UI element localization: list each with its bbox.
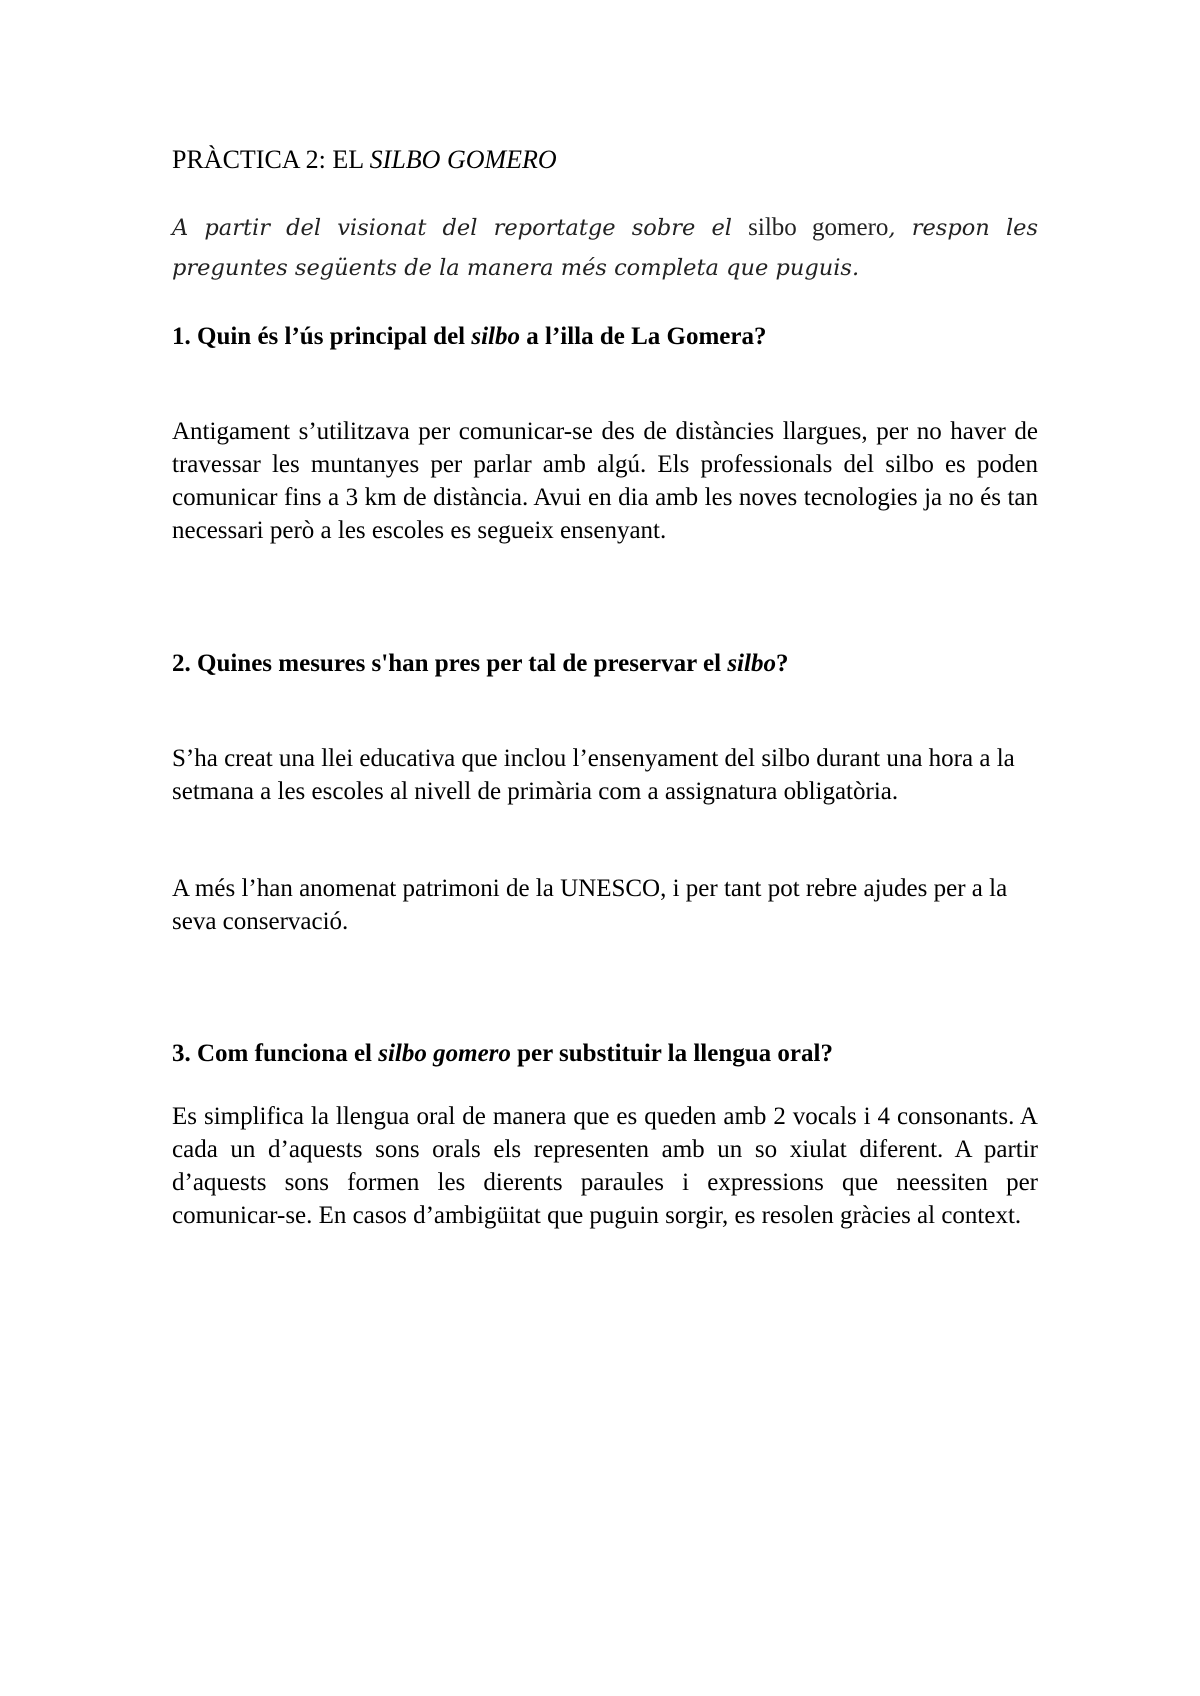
question-3 (172, 1037, 1038, 1071)
question-1 (172, 320, 1038, 354)
answer-2-paragraph-2: A més l’han anomenat patrimoni de la UNESCO, i per tant pot rebre ajudes per a la seva conservació. (172, 875, 1008, 935)
title-prefix: PRÀCTICA 2: EL (172, 145, 370, 174)
question-3-after: per substituir la llengua oral? (510, 1040, 833, 1067)
intro-part-2: , respon les preguntes següents de la manera més completa que puguis. (172, 215, 1038, 281)
question-1-before: 1. Quin és l’ús principal del (172, 323, 472, 350)
question-3-before: 3. Com funciona el (172, 1040, 379, 1067)
answer-2-paragraph-1: S’ha creat una llei educativa que inclou l’ensenyament del silbo durant una hora a la setmana a les escoles al nivell de primària com a assignatura obligatòria. (172, 745, 1015, 805)
intro-term: silbo gomero (748, 214, 889, 241)
intro-instructions (172, 208, 1038, 288)
answer-1: Antigament s’utilitzava per comunicar-se des de distàncies llargues, per no haver de travessar les muntanyes per parlar amb algú. Els professionals del silbo es poden comunicar fins a 3 km de distància. Avui en dia amb les noves tecnologies ja no és tan necessari però a les escoles es segueix ensenyant. (172, 418, 1038, 544)
question-2 (172, 647, 1038, 681)
question-2-before: 2. Quines mesures s'han pres per tal de preservar el (172, 650, 728, 677)
question-1-term: silbo (471, 323, 520, 350)
intro-part-1: A partir del visionat del reportatge sobre el (172, 215, 749, 241)
question-2-after: ? (775, 650, 789, 677)
question-3-term: silbo gomero (378, 1040, 511, 1067)
question-1-after: a l’illa de La Gomera? (520, 323, 767, 350)
title-emphasis: SILBO GOMERO (369, 145, 557, 174)
answer-3: Es simplifica la llengua oral de manera que es queden amb 2 vocals i 4 consonants. A cada un d’aquests sons orals els representen amb un so xiulat diferent. A partir d’aquests sons formen les dierents paraules i expressions que neessiten per comunicar-se. En casos d’ambigüitat que puguin sorgir, es resolen gràcies al context. (172, 1103, 1038, 1229)
document-title (172, 143, 1038, 177)
question-2-term: silbo (727, 650, 776, 677)
